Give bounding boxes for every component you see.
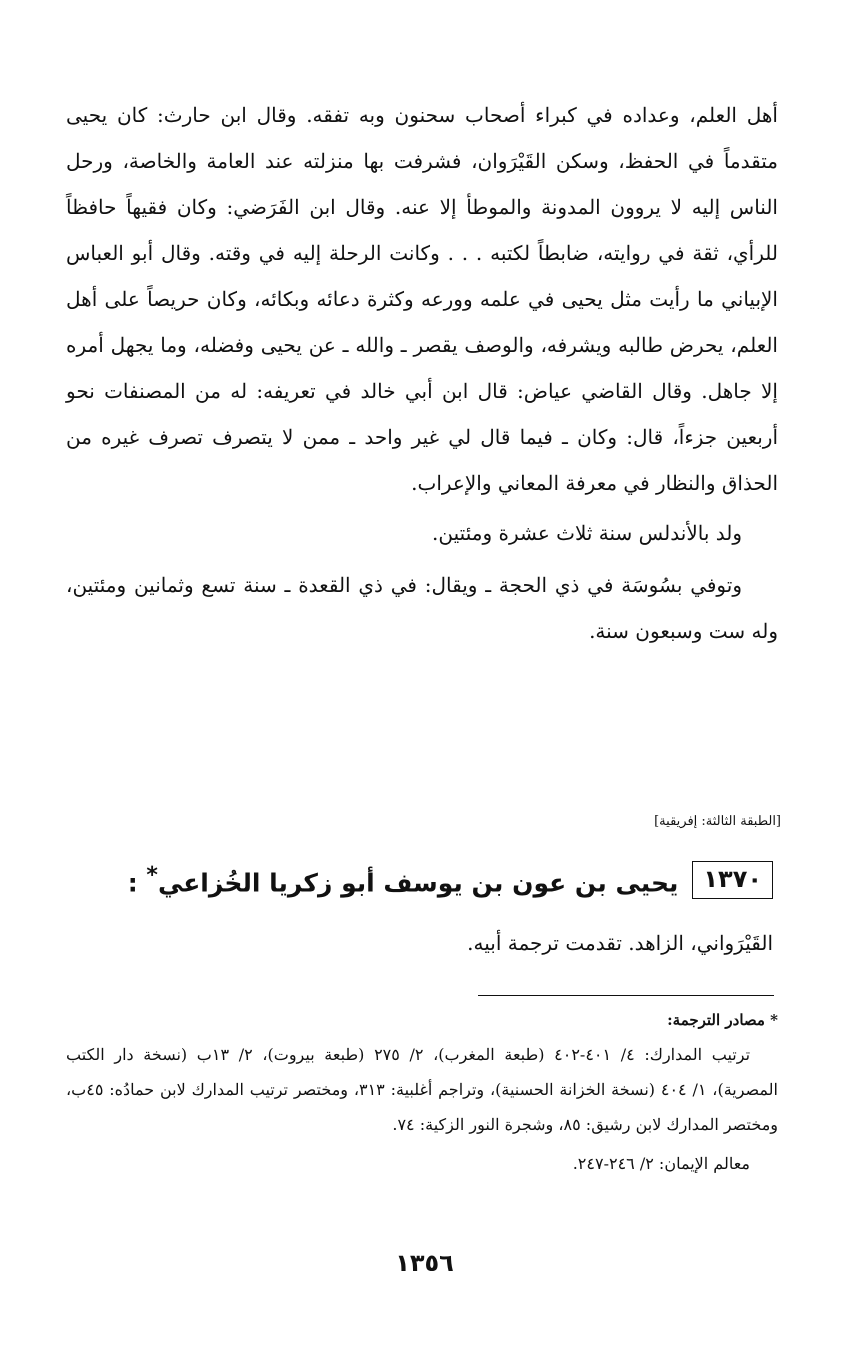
footnote-sources-paragraph: ترتيب المدارك: ٤/ ٤٠١-٤٠٢ (طبعة المغرب)، ٢/ ٢٧٥ (طبعة بيروت)، ٢/ ١٣ب (نسخة دار الكتب المصرية)، ١/ ٤٠٤ (نسخة الخزانة الحسنية)، وتراجم أغلبية: ٣١٣، ومختصر ترتيب المدارك لابن حمادُه: ٤٥ب، ومختصر المدارك لابن رشيق: ٨٥، وشجرة النور الزكية: ٧٤. [66, 1045, 778, 1134]
footnotes-heading: * مصادر الترجمة: [667, 1011, 778, 1029]
entry-description: القَيْرَواني، الزاهد. تقدمت ترجمة أبيه. [467, 931, 773, 955]
footnote-separator-line [478, 995, 774, 996]
biography-paragraph-1: أهل العلم، وعداده في كبراء أصحاب سحنون وبه تفقه. وقال ابن حارث: كان يحيى متقدماً في الحفظ، وسكن القَيْرَوان، فشرفت بها منزلته عند العامة والخاصة، ورحل الناس إليه لا يروون المدونة والموطأ إلا عنه. وقال ابن الفَرَضي: وكان فقيهاً حافظاً للرأي، ثقة في روايته، ضابطاً لكتبه . . . وكانت الرحلة إليه في وقته. وقال أبو العباس الإبياني ما رأيت مثل يحيى في علمه وورعه وكثرة دعائه وبكائه، وكان حريصاً على أهل العلم، يحرض طالبه ويشرفه، والوصف يقصر ـ والله ـ عن يحيى وفضله، وما يجهل أمره إلا جاهل. وقال القاضي عياض: قال ابن أبي خالد في تعريفه: له من المصنفات نحو أربعين جزءاً، قال: وكان ـ فيما قال لي غير واحد ـ ممن لا يتصرف تصرف غيره من الحذاق والنظار في معرفة المعاني والإعراب. [66, 103, 778, 495]
entry-heading [73, 858, 773, 901]
footnotes-section [66, 1003, 778, 1181]
page-number: ١٣٥٦ [395, 1249, 454, 1277]
birth-paragraph: ولد بالأندلس سنة ثلاث عشرة ومئتين. [432, 521, 742, 545]
biography-text [66, 92, 778, 654]
footnote-sources-paragraph-2: معالم الإيمان: ٢/ ٢٤٦-٢٤٧. [572, 1154, 750, 1173]
entry-title [128, 858, 679, 901]
footnote-star-marker: * [146, 863, 158, 888]
entry-title-colon: : [127, 868, 138, 898]
section-label: [الطبقة الثالثة: إفريقية] [654, 814, 781, 829]
entry-title-text: يحيى بن عون بن يوسف أبو زكريا الخُزاعي [157, 868, 679, 898]
entry-number-box: ١٣٧٠ [692, 861, 773, 899]
death-paragraph: وتوفي بسُوسَة في ذي الحجة ـ ويقال: في ذي القعدة ـ سنة تسع وثمانين ومئتين، وله ست وسبعون سنة. [66, 573, 778, 643]
